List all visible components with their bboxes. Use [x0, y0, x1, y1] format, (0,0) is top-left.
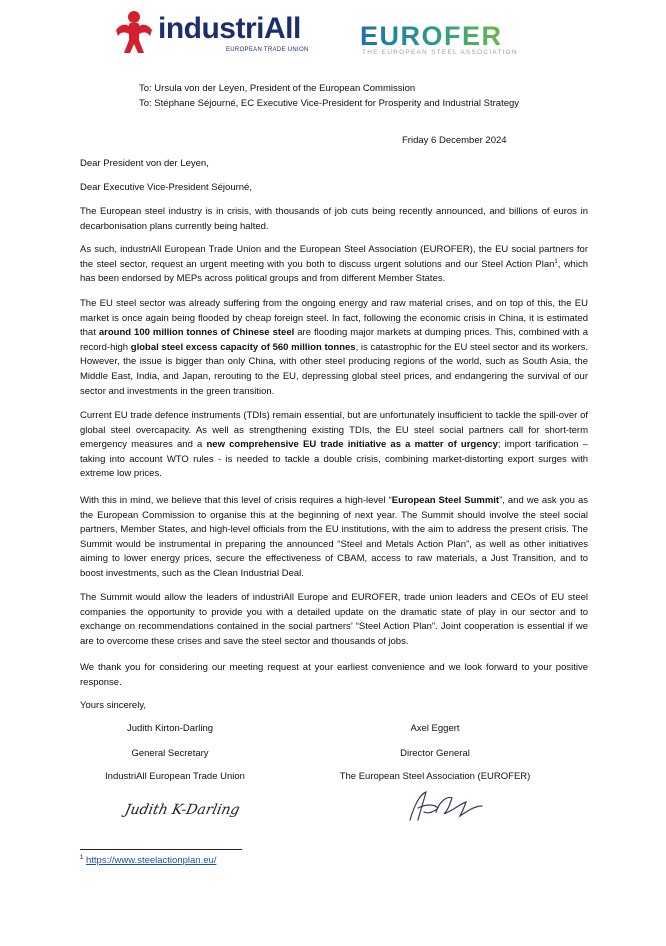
- signatory-name: Judith Kirton-Darling: [126, 723, 214, 734]
- paragraph-text: are flooding major markets at dumping prices. This, combined with a record-high: [80, 327, 588, 353]
- signatory-org: The European Steel Association (EUROFER): [339, 771, 531, 782]
- paragraph-text: Current EU trade defence instruments (TDIs) remain essential, but are unfortunately insufficient to tackle the spill-over of global steel overcapacity. As well as strengthening existing TDIs, the EU steel social partners call for short-term emergency measures and a: [80, 410, 588, 451]
- signatory-org: IndustriAll European Trade Union: [105, 771, 245, 782]
- paragraph-text: As such, industriAll European Trade Union and the European Steel Association (EUROFER), the EU social partners for the steel sector, request an urgent meeting with you both to discuss urgent solutions and our Steel Action Plan: [80, 244, 588, 270]
- signature-text: Judith K-Darling: [123, 802, 242, 818]
- footnote-marker: 1: [554, 258, 558, 265]
- body-paragraph: We thank you for considering our meeting request at your earliest convenience and we look forward to your positive response.: [80, 662, 588, 688]
- eurofer-logo: [360, 22, 550, 58]
- signature-stroke: [410, 792, 482, 820]
- signature-judith-kirton-darling: [122, 796, 242, 822]
- industriall-logo: [114, 10, 314, 56]
- eurofer-tagline: THE EUROPEAN STEEL ASSOCIATION: [362, 49, 518, 56]
- closing: Yours sincerely,: [80, 700, 147, 711]
- footnote-link[interactable]: https://www.steelactionplan.eu/: [85, 855, 217, 866]
- footnote: [80, 855, 216, 866]
- industriall-tagline: EUROPEAN TRADE UNION: [226, 47, 309, 53]
- salutation: Dear President von der Leyen,: [80, 158, 209, 169]
- recipient-line: To: Stéphane Séjourné, EC Executive Vice-President for Prosperity and Industrial Strategy: [139, 98, 520, 109]
- industriall-emblem-icon: [114, 10, 154, 54]
- paragraph-text: With this in mind, we believe that this level of crisis requires a high-level “: [80, 495, 392, 506]
- signatory-name: Axel Eggert: [410, 723, 460, 734]
- salutation: Dear Executive Vice-President Séjourné,: [80, 182, 252, 193]
- emphasis-text: European Steel Summit: [391, 495, 500, 506]
- body-paragraph: [80, 243, 588, 287]
- paragraph-text: ”, and we ask you as the European Commission to organise this at the beginning of next year. The Summit should involve the steel social partners, Member States, and high-level officials from the EU institutions, with the aim to address the present crisis. The Summit would be instrumental in preparing the announced “Steel and Metals Action Plan”, as well as other initiatives aiming to lower energy prices, secure the effectiveness of CBAM, access to raw materials, a Just Transition, and to boost investments, such as the Clean Industrial Deal.: [80, 495, 588, 579]
- body-paragraph: [80, 409, 588, 482]
- paragraph-text: The EU steel sector was already suffering from the ongoing energy and raw material crises, and on top of this, the EU market is once again being flooded by cheap foreign steel. In fact, following the economic crisis in China, it is estimated that: [80, 298, 588, 339]
- emphasis-text: global steel excess capacity of 560 million tonnes: [130, 341, 356, 353]
- signature-axel-eggert: [404, 786, 490, 828]
- body-paragraph: [80, 494, 588, 582]
- industriall-wordmark: industriAll: [158, 12, 301, 45]
- body-paragraph: The Summit would allow the leaders of industriAll Europe and EUROFER, trade union leaders and CEOs of EU steel companies the opportunity to provide you with a detailed update on the dramatic state of play in our sector and to exchange on recommendations contained in the social partners’ “Steel Action Plan”. Joint cooperation is essential if we are to overcome these crises and save the steel sector and thousands of jobs.: [80, 592, 588, 647]
- signatory-title: Director General: [400, 748, 470, 759]
- body-paragraph: The European steel industry is in crisis, with thousands of job cuts being recently announced, and billions of euros in decarbonisation plans currently being halted.: [80, 206, 588, 232]
- footnote-divider: [80, 849, 242, 850]
- paragraph-text: , is catastrophic for the EU steel sector and its workers. However, the issue is bigger than only China, with other steel producing regions of the world, such as South Asia, the Middle East, India, and Japan, rerouting to the EU, depressing global steel prices, and endangering the survival of our sector and investments in the green transition.: [80, 341, 588, 397]
- eurofer-wordmark: EUROFER: [360, 21, 503, 51]
- footnote-number: 1: [80, 854, 84, 861]
- signatory-title: General Secretary: [131, 748, 209, 759]
- body-paragraph: [80, 297, 588, 399]
- paragraph-text: , which has been endorsed by MEPs across political groups and from different Member States.: [80, 258, 588, 285]
- emphasis-text: new comprehensive EU trade initiative as a matter of urgency: [206, 439, 498, 451]
- emphasis-text: around 100 million tonnes of Chinese steel: [98, 327, 295, 339]
- paragraph-text: ; import tarification – taking into account WTO rules - is needed to tackle a double crisis, combining market-distorting export surges with extreme low prices.: [80, 439, 588, 480]
- recipient-line: To: Ursula von der Leyen, President of the European Commission: [139, 83, 416, 94]
- letter-date: Friday 6 December 2024: [402, 135, 507, 146]
